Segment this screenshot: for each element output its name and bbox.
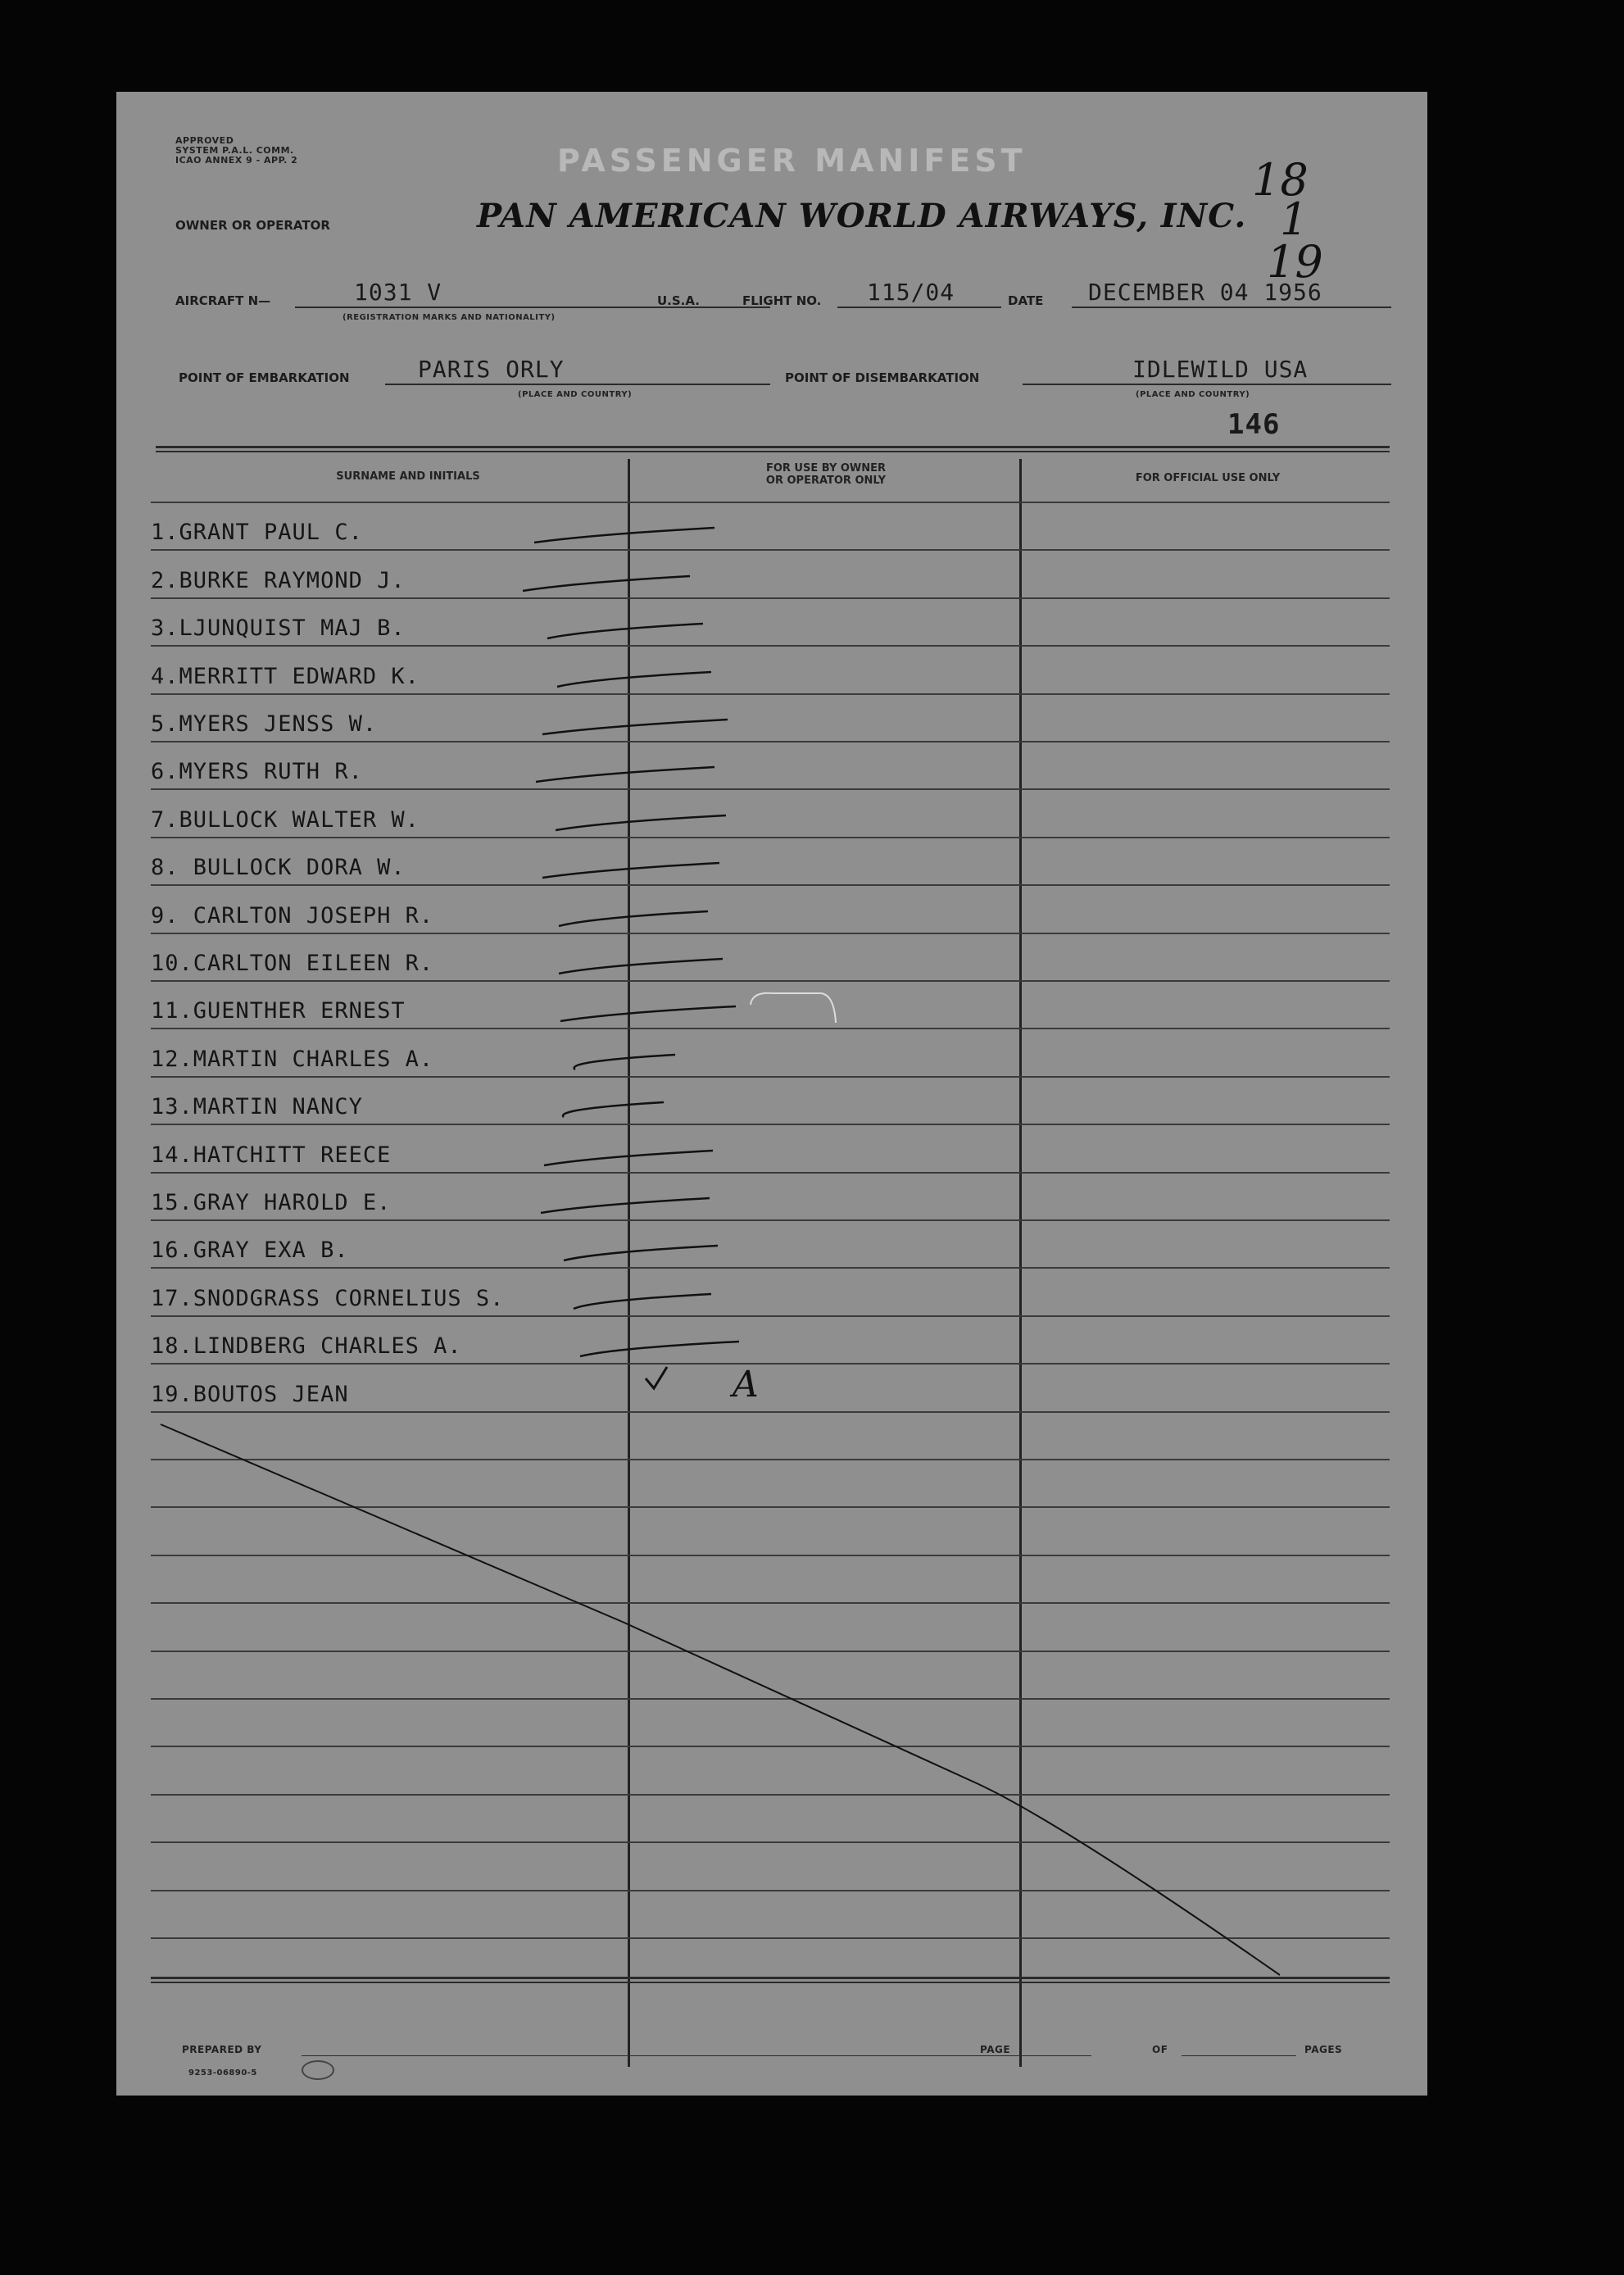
pages-label: PAGES	[1304, 2044, 1343, 2055]
check-tick-mark	[544, 1151, 713, 1165]
manifest-sheet	[116, 92, 1427, 2096]
owner-label: OWNER OR OPERATOR	[175, 218, 330, 233]
flight-value: 115/04	[867, 279, 955, 306]
prepared-label: PREPARED BY	[182, 2044, 262, 2055]
of-label: OF	[1152, 2044, 1168, 2055]
passenger-row: 1.GRANT PAUL C.	[151, 520, 363, 545]
faint-bracket-mark	[751, 993, 836, 1023]
disembarkation-value: IDLEWILD USA	[1132, 356, 1309, 383]
passenger-row: 18.LINDBERG CHARLES A.	[151, 1333, 462, 1359]
check-tick-mark	[580, 1342, 739, 1356]
column-header-owner: FOR USE BY OWNER OR OPERATOR ONLY	[765, 462, 887, 487]
passenger-row: 16.GRAY EXA B.	[151, 1237, 349, 1263]
handwritten-mark-a: A	[733, 1364, 759, 1405]
approval-line: ICAO ANNEX 9 - APP. 2	[175, 155, 298, 166]
check-tick-mark	[564, 1246, 718, 1260]
of-underline	[1182, 2055, 1296, 2056]
disembarkation-note: (PLACE AND COUNTRY)	[1136, 390, 1250, 399]
pen-marks-layer	[116, 92, 1427, 2096]
hand-number-top: 18	[1252, 154, 1309, 206]
passenger-row: 17.SNODGRASS CORNELIUS S.	[151, 1286, 505, 1311]
check-tick-mark	[556, 815, 726, 830]
passenger-row: 5.MYERS JENSS W.	[151, 711, 378, 737]
check-tick-mark	[534, 528, 714, 543]
date-value: DECEMBER 04 1956	[1088, 279, 1322, 306]
passenger-row: 8. BULLOCK DORA W.	[151, 855, 406, 880]
check-tick-mark	[560, 1006, 736, 1021]
passenger-row: 11.GUENTHER ERNEST	[151, 998, 406, 1024]
column-header-official: FOR OFFICIAL USE ONLY	[1135, 472, 1281, 484]
check-tick-mark	[547, 624, 703, 638]
passenger-row: 10.CARLTON EILEEN R.	[151, 951, 434, 976]
column-header-names: SURNAME AND INITIALS	[336, 470, 480, 483]
check-mark-icon	[646, 1367, 667, 1388]
passenger-row: 7.BULLOCK WALTER W.	[151, 807, 420, 833]
check-tick-mark	[523, 576, 690, 591]
embarkation-note: (PLACE AND COUNTRY)	[518, 390, 633, 399]
passenger-row: 4.MERRITT EDWARD K.	[151, 664, 420, 689]
aircraft-value: 1031 V	[354, 279, 442, 306]
registration-note: (REGISTRATION MARKS AND NATIONALITY)	[342, 313, 556, 322]
check-tick-mark	[574, 1055, 675, 1069]
usa-label: U.S.A.	[657, 293, 700, 308]
form-title: PASSENGER MANIFEST	[557, 143, 1027, 179]
hand-number-middle: 1	[1280, 193, 1309, 245]
flight-label: FLIGHT NO.	[742, 293, 822, 308]
passenger-row: 9. CARLTON JOSEPH R.	[151, 903, 434, 929]
disembarkation-label: POINT OF DISEMBARKATION	[785, 370, 980, 385]
passenger-row: 14.HATCHITT REECE	[151, 1142, 392, 1168]
stamp-number: 146	[1227, 408, 1281, 441]
passenger-row: 6.MYERS RUTH R.	[151, 759, 363, 784]
check-tick-mark	[536, 767, 714, 782]
check-tick-mark	[574, 1294, 711, 1309]
date-label: DATE	[1008, 293, 1044, 308]
check-tick-marks	[523, 528, 739, 1356]
aircraft-label: AIRCRAFT N—	[175, 293, 271, 308]
check-tick-mark	[541, 1198, 710, 1213]
check-tick-mark	[563, 1102, 664, 1117]
check-tick-mark	[559, 911, 708, 926]
passenger-row: 15.GRAY HAROLD E.	[151, 1190, 392, 1215]
approval-line: APPROVED	[175, 135, 234, 146]
passenger-row: 13.MARTIN NANCY	[151, 1094, 363, 1119]
cancellation-line	[161, 1424, 1280, 1975]
check-tick-mark	[557, 672, 711, 687]
embarkation-label: POINT OF EMBARKATION	[179, 370, 350, 385]
passenger-row: 3.LJUNQUIST MAJ B.	[151, 615, 406, 641]
embarkation-value: PARIS ORLY	[418, 356, 565, 383]
passenger-row: 12.MARTIN CHARLES A.	[151, 1047, 434, 1072]
printer-seal-icon	[302, 2060, 334, 2080]
page-label: PAGE	[980, 2044, 1011, 2055]
hand-number-bottom: 19	[1267, 236, 1323, 288]
check-tick-mark	[542, 720, 728, 734]
operator-name: PAN AMERICAN WORLD AIRWAYS, INC.	[477, 197, 1247, 235]
passenger-row: 2.BURKE RAYMOND J.	[151, 568, 406, 593]
check-tick-mark	[559, 959, 723, 974]
prepared-underline	[302, 2055, 1091, 2056]
passenger-row: 19.BOUTOS JEAN	[151, 1382, 349, 1407]
approval-line: SYSTEM P.A.L. COMM.	[175, 145, 294, 156]
check-tick-mark	[542, 863, 719, 878]
form-number: 9253-06890-5	[188, 2068, 257, 2077]
